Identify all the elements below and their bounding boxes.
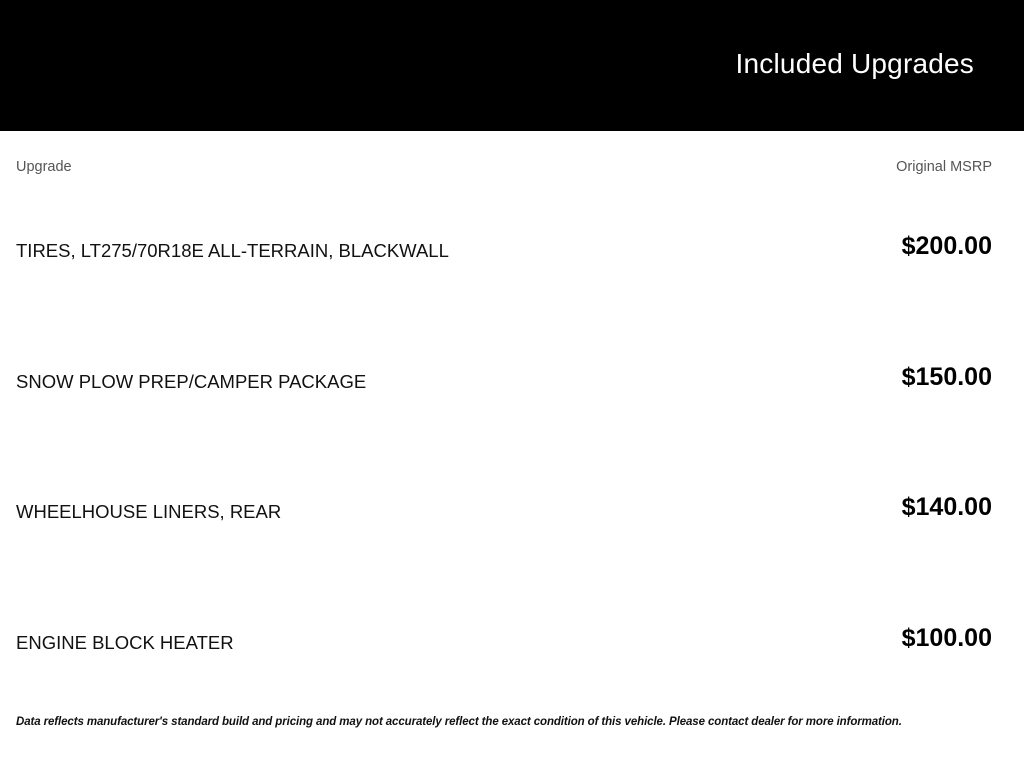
upgrade-price: $200.00 [901, 232, 992, 260]
disclaimer-text: Data reflects manufacturer's standard build and pricing and may not accurately reflect the exact condition of this vehicle. Please contact dealer for more information. [16, 716, 902, 728]
upgrade-name: ENGINE BLOCK HEATER [16, 631, 234, 653]
column-header-upgrade: Upgrade [16, 159, 72, 175]
column-header-msrp: Original MSRP [896, 159, 992, 175]
table-row [0, 205, 1024, 336]
upgrade-name: WHEELHOUSE LINERS, REAR [16, 501, 282, 522]
table-rows [0, 205, 1024, 727]
table-row [0, 336, 1024, 467]
upgrade-price: $150.00 [901, 362, 992, 391]
upgrade-name: SNOW PLOW PREP/CAMPER PACKAGE [16, 370, 367, 392]
table-row [0, 466, 1024, 597]
header-bar [0, 0, 1024, 131]
upgrade-name: TIRES, LT275/70R18E ALL-TERRAIN, BLACKWALL [16, 240, 449, 261]
table-row [0, 597, 1024, 728]
upgrade-price: $100.00 [901, 623, 992, 652]
upgrade-price: $140.00 [901, 493, 992, 521]
page-title: Included Upgrades [735, 48, 974, 79]
upgrades-table [0, 131, 1024, 768]
